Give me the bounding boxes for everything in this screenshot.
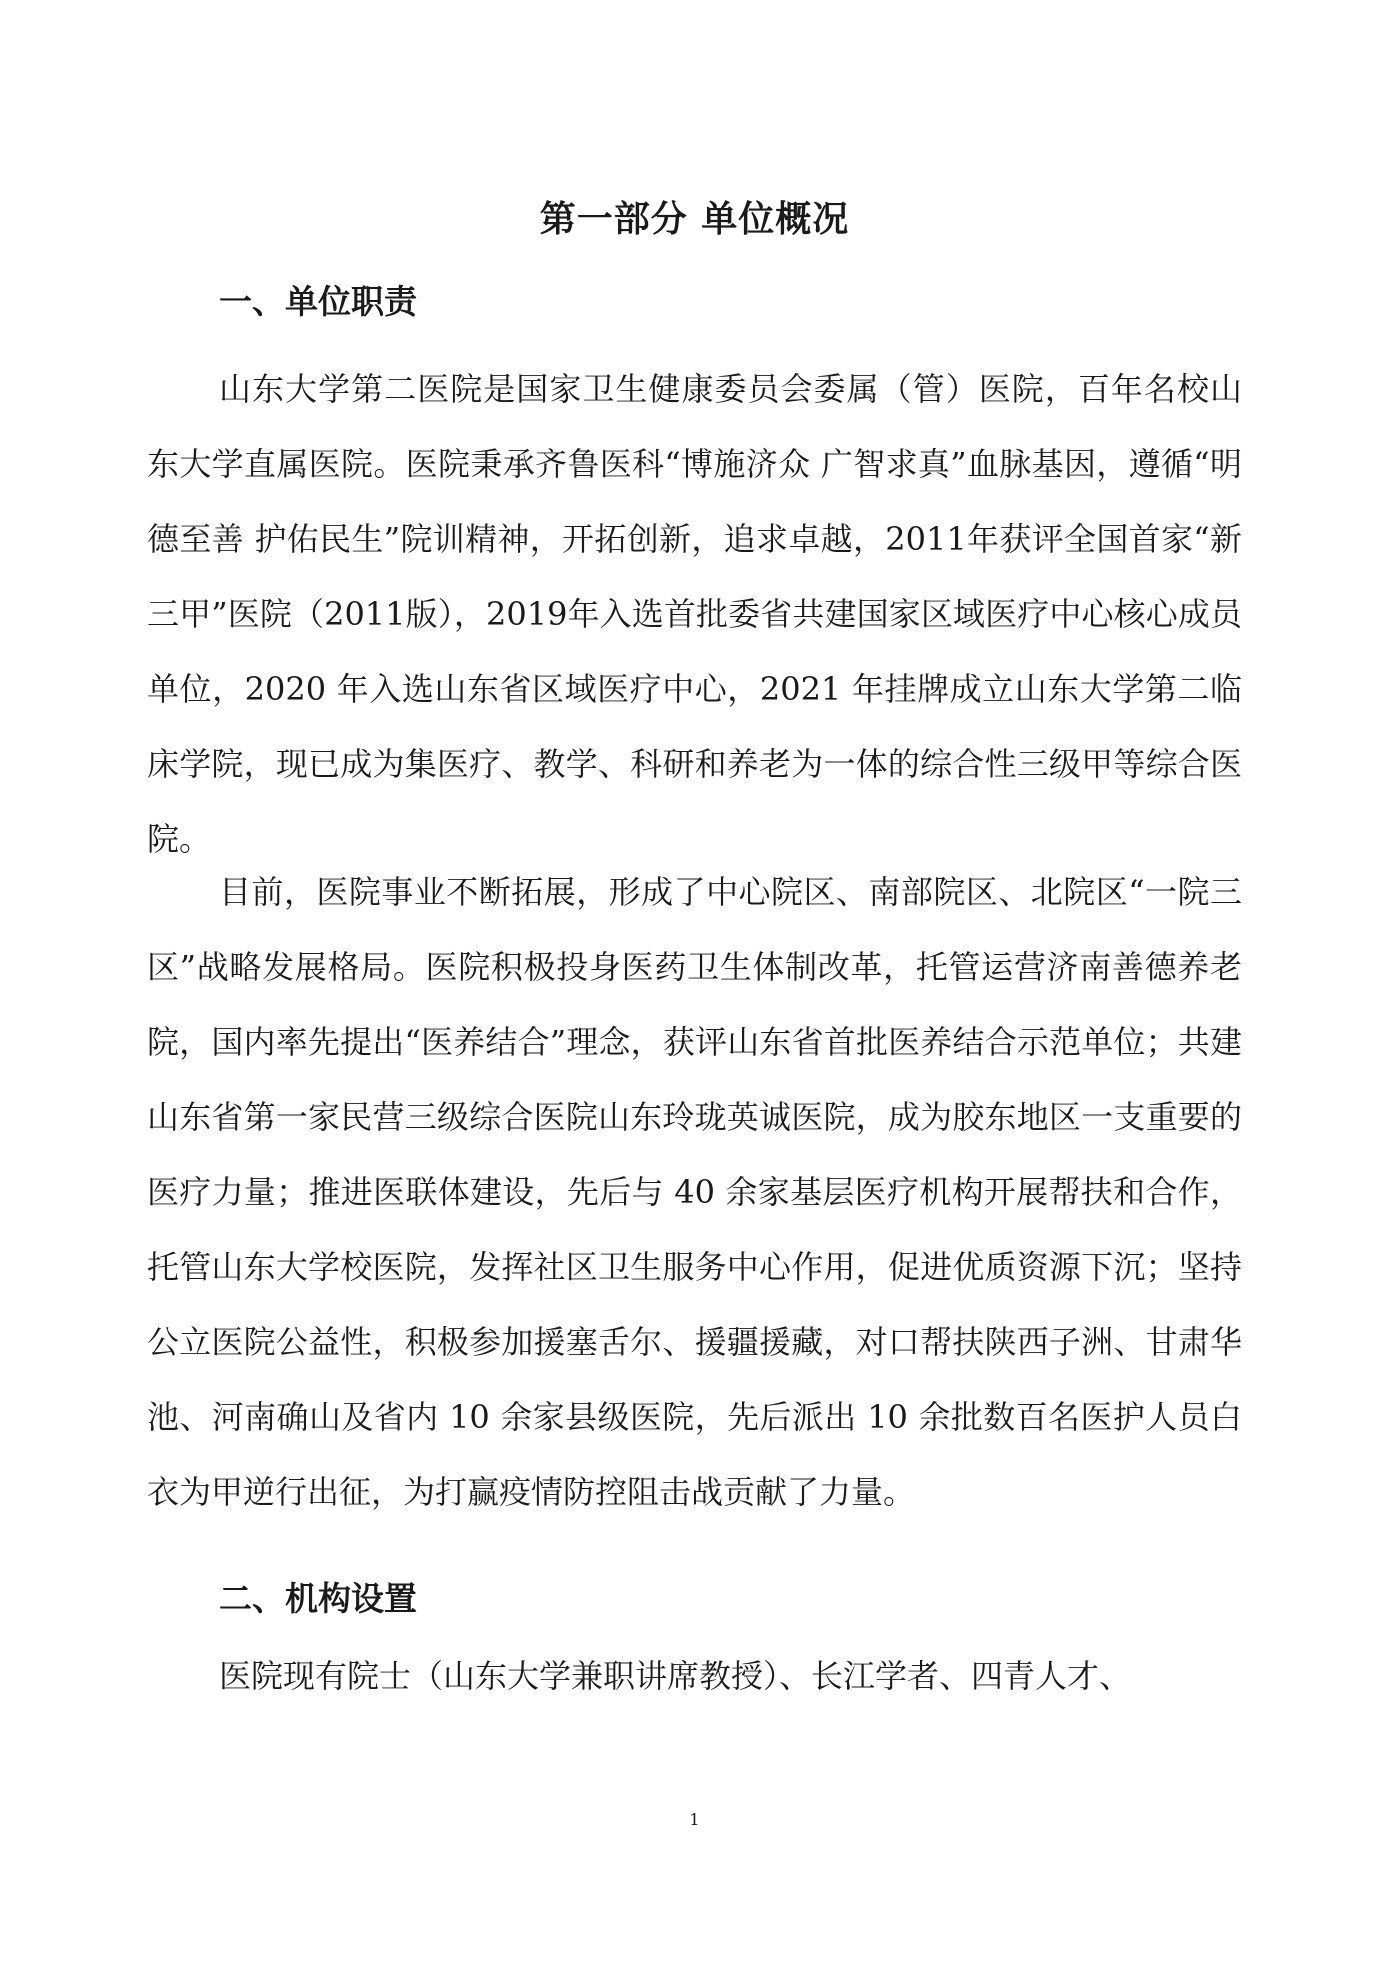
paragraph-organization-intro: 医院现有院士（山东大学兼职讲席教授）、长江学者、四青人才、 — [219, 1657, 1132, 1695]
document-title: 第一部分 单位概况 — [539, 199, 850, 240]
paragraph-duties-intro: 山东大学第二医院是国家卫生健康委员会委属（管）医院，百年名校山东大学直属医院。医院秉承齐鲁医科“博施济众 广智求真”血脉基因，遵循“明德至善 护佑民生”院训精神，开拓创新，追求卓越，2011年获评全国首家“新三甲”医院（2011版），2019年入选首批委省共建国家区域医疗中心核心成员单位，2020 年入选山东省区域医疗中心，2021 年挂牌成立山东大学第二临床学院，现已成为集医疗、教学、科研和养老为一体的综合性三级甲等综合医院。 — [147, 370, 1242, 858]
section-heading-duties: 一、单位职责 — [219, 282, 417, 321]
paragraph-duties-development: 目前，医院事业不断拓展，形成了中心院区、南部院区、北院区“一院三区”战略发展格局。医院积极投身医药卫生体制改革，托管运营济南善德养老院，国内率先提出“医养结合”理念，获评山东省首批医养结合示范单位；共建山东省第一家民营三级综合医院山东玲珑英诚医院，成为胶东地区一支重要的医疗力量；推进医联体建设，先后与 40 余家基层医疗机构开展帮扶和合作，托管山东大学校医院，发挥社区卫生服务中心作用，促进优质资源下沉；坚持公立医院公益性，积极参加援塞舌尔、援疆援藏，对口帮扶陕西子洲、甘肃华池、河南确山及省内 10 余家县级医院，先后派出 10 余批数百名医护人员白衣为甲逆行出征，为打赢疫情防控阻击战贡献了力量。 — [147, 873, 1242, 1511]
section-heading-organization: 二、机构设置 — [219, 1579, 417, 1618]
page-number: 1 — [689, 1810, 700, 1829]
